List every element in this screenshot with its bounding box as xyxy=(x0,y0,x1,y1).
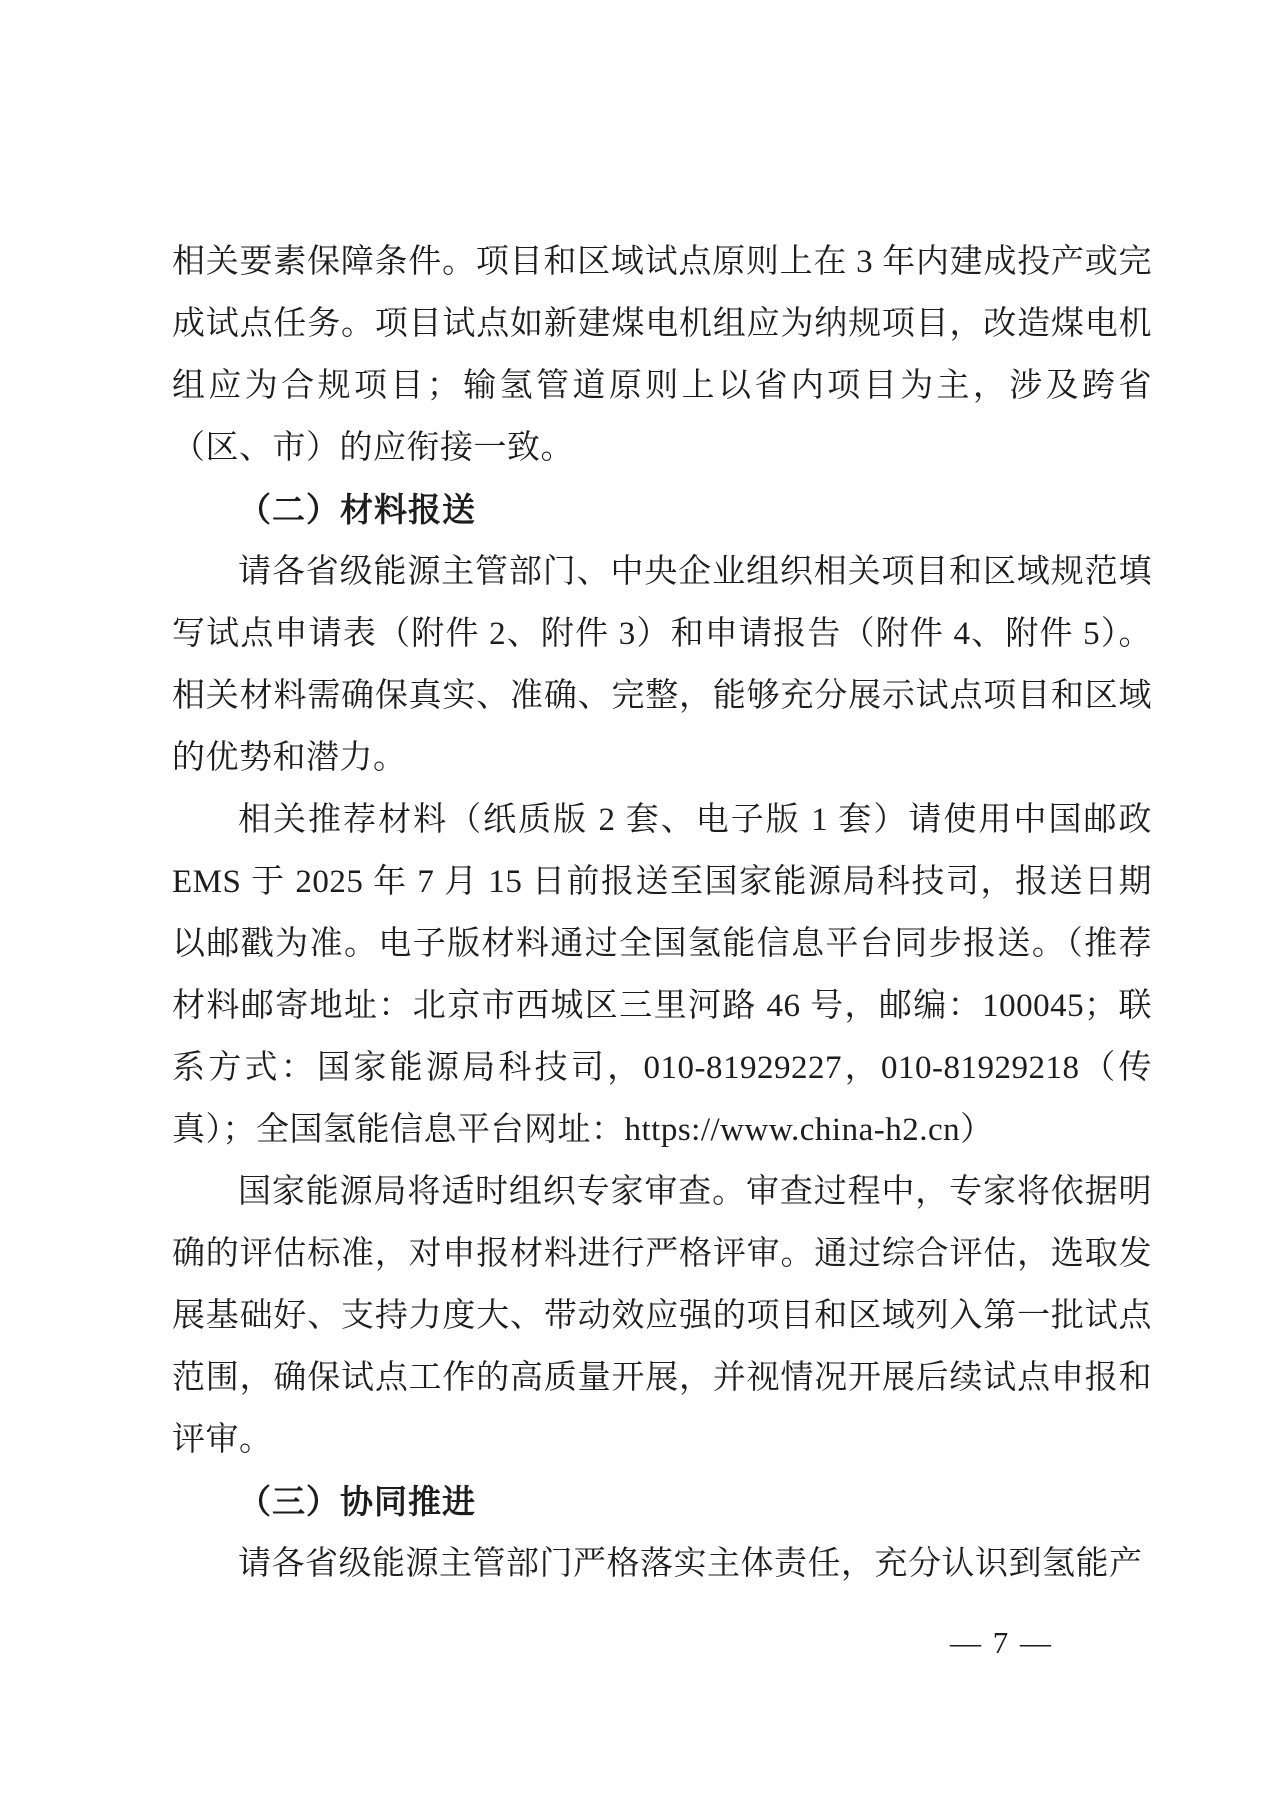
paragraph-pilot-requirements: 相关要素保障条件。项目和区域试点原则上在 3 年内建成投产或完成试点任务。项目试点如新建煤电机组应为纳规项目，改造煤电机组应为合规项目；输氢管道原则上以省内项目为主，涉及跨省（区、市）的应衔接一致。 xyxy=(172,244,1152,466)
paragraph-mailing-instructions: 相关推荐材料（纸质版 2 套、电子版 1 套）请使用中国邮政 EMS 于 2025 年 7 月 15 日前报送至国家能源局科技司，报送日期以邮戳为准。电子版材料通过全国氢能信息平台同步报送。（推荐材料邮寄地址：北京市西城区三里河路 46 号，邮编：100045；联系方式：国家能源局科技司，010-81929227，010-81929218（传真）；全国氢能信息平台网址：https://www.china-h2.cn） xyxy=(172,802,1152,1148)
paragraph-provincial-responsibility: 请各省级能源主管部门严格落实主体责任，充分认识到氢能产 xyxy=(238,1546,1143,1582)
document-body xyxy=(172,231,1152,1595)
section-heading-coordinated-advancement: （三）协同推进 xyxy=(238,1483,476,1520)
page-number: — 7 — xyxy=(950,1625,1053,1660)
section-heading-material-submission: （二）材料报送 xyxy=(238,491,476,528)
paragraph-expert-review: 国家能源局将适时组织专家审查。审查过程中，专家将依据明确的评估标准，对申报材料进行严格评审。通过综合评估，选取发展基础好、支持力度大、带动效应强的项目和区域列入第一批试点范围，确保试点工作的高质量开展，并视情况开展后续试点申报和评审。 xyxy=(172,1174,1152,1458)
paragraph-application-forms: 请各省级能源主管部门、中央企业组织相关项目和区域规范填写试点申请表（附件 2、附件 3）和申请报告（附件 4、附件 5）。相关材料需确保真实、准确、完整，能够充分展示试点项目和区域的优势和潜力。 xyxy=(172,554,1153,776)
